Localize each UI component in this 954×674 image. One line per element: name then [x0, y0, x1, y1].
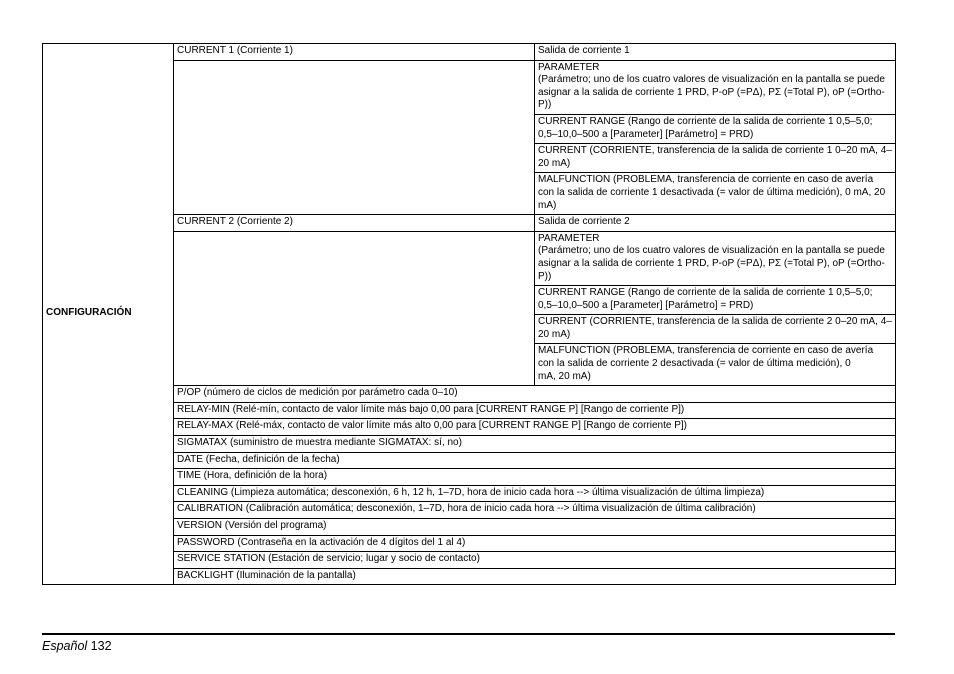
- current1-parameter: PARAMETER (Parámetro; uno de los cuatro valores de visualización en la pantalla se puede asignar a la salida de corriente 1 PRD, P-oP (=PΔ), PΣ (=Total P), oP (=Ortho-P)): [535, 60, 896, 114]
- row-relay-min: RELAY-MIN (Relé-mín, contacto de valor límite más bajo 0,00 para [CURRENT RANGE P] [Rango de corriente P]): [174, 402, 896, 419]
- row-pop: P/OP (número de ciclos de medición por parámetro cada 0–10): [174, 386, 896, 403]
- footer-language: Español: [42, 639, 88, 653]
- row-calibration: CALIBRATION (Calibración automática; desconexión, 1–7D, hora de inicio cada hora --> última visualización de última calibración): [174, 502, 896, 519]
- row-time: TIME (Hora, definición de la hora): [174, 469, 896, 486]
- current2-range: CURRENT RANGE (Rango de corriente de la salida de corriente 1 0,5–5,0; 0,5–10,0–500 a [Parameter] [Parámetro] = PRD): [535, 286, 896, 315]
- row-version: VERSION (Versión del programa): [174, 519, 896, 536]
- current1-output: Salida de corriente 1: [535, 44, 896, 61]
- footer-divider: [42, 633, 895, 635]
- current2-malfunction: MALFUNCTION (PROBLEMA, transferencia de corriente en caso de avería con la salida de corriente 2 desactivada (= valor de última medición), 0 mA, 20 mA): [535, 344, 896, 386]
- row-service-station: SERVICE STATION (Estación de servicio; lugar y socio de contacto): [174, 552, 896, 569]
- row-cleaning: CLEANING (Limpieza automática; desconexión, 6 h, 12 h, 1–7D, hora de inicio cada hora --> última visualización de última limpieza): [174, 485, 896, 502]
- row-backlight: BACKLIGHT (Iluminación de la pantalla): [174, 568, 896, 585]
- row-relay-max: RELAY-MAX (Relé-máx, contacto de valor límite más alto 0,00 para [CURRENT RANGE P] [Rango de corriente P]): [174, 419, 896, 436]
- row-date: DATE (Fecha, definición de la fecha): [174, 452, 896, 469]
- page-footer: [42, 639, 112, 653]
- current2-parameter: PARAMETER (Parámetro; uno de los cuatro valores de visualización en la pantalla se puede asignar a la salida de corriente 1 PRD, P-oP (=PΔ), PΣ (=Total P), oP (=Ortho-P)): [535, 231, 896, 285]
- row-password: PASSWORD (Contraseña en la activación de 4 dígitos del 1 al 4): [174, 535, 896, 552]
- current1-range: CURRENT RANGE (Rango de corriente de la salida de corriente 1 0,5–5,0; 0,5–10,0–500 a [Parameter] [Parámetro] = PRD): [535, 114, 896, 143]
- configuration-table: [42, 43, 896, 585]
- current2-output: Salida de corriente 2: [535, 215, 896, 232]
- table-row: [43, 44, 896, 61]
- footer-page-number: 132: [90, 639, 112, 653]
- current2-transfer: CURRENT (CORRIENTE, transferencia de la salida de corriente 2 0–20 mA, 4–20 mA): [535, 315, 896, 344]
- row-sigmatax: SIGMATAX (suministro de muestra mediante SIGMATAX: sí, no): [174, 436, 896, 453]
- current2-spacer: [174, 231, 535, 386]
- current1-spacer: [174, 60, 535, 215]
- current1-transfer: CURRENT (CORRIENTE, transferencia de la salida de corriente 1 0–20 mA, 4–20 mA): [535, 144, 896, 173]
- current1-malfunction: MALFUNCTION (PROBLEMA, transferencia de corriente en caso de avería con la salida de corriente 1 desactivada (= valor de última medición), 0 mA, 20 mA): [535, 173, 896, 215]
- current1-label: CURRENT 1 (Corriente 1): [174, 44, 535, 61]
- current2-label: CURRENT 2 (Corriente 2): [174, 215, 535, 232]
- section-label-configuracion: CONFIGURACIÓN: [43, 44, 174, 585]
